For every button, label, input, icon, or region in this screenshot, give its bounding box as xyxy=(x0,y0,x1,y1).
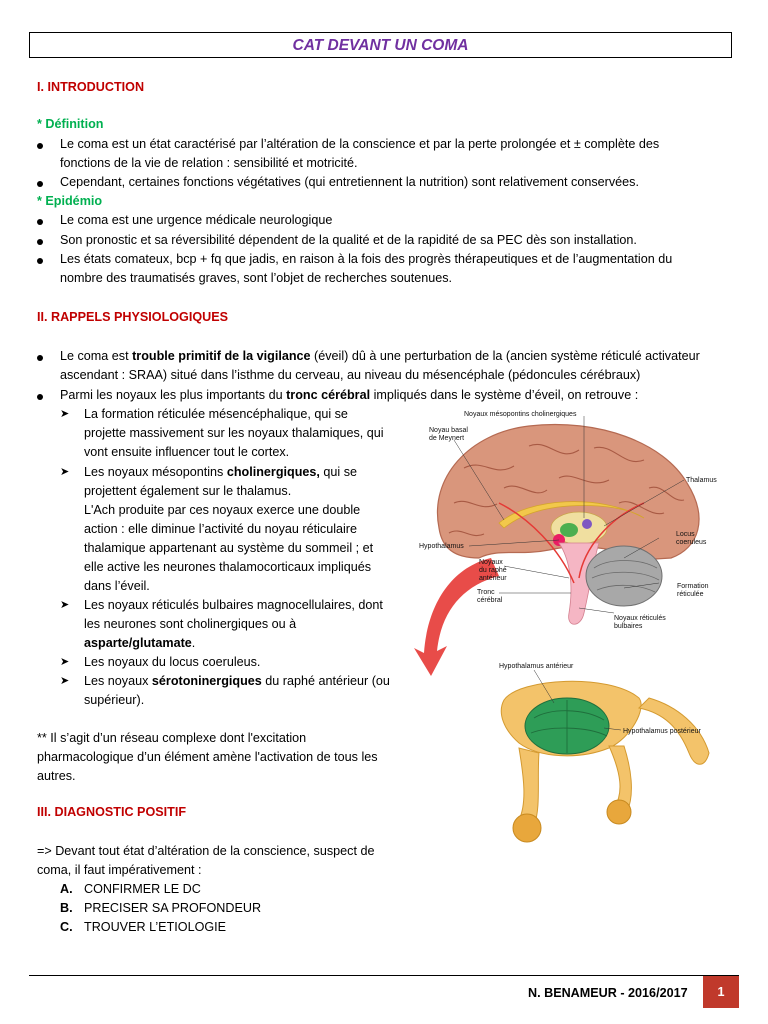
sub-item-text: dans l’éveil. xyxy=(84,579,150,593)
list-item: CONFIRMER LE DC xyxy=(84,882,201,896)
page-number: 1 xyxy=(703,976,739,1008)
label-hypo-post: Hypothalamus postérieur xyxy=(623,728,701,735)
label-raphe: Noyaux xyxy=(479,559,503,566)
definition-text: fonctions de la vie de relation : sensibilité et motricité. xyxy=(60,156,358,170)
epidemio-text: nombre des traumatisés graves, sont l’objet de recherches soutenues. xyxy=(60,271,453,285)
bullet-icon xyxy=(37,181,43,187)
sub-item-text: L'Ach produite par ces noyaux exerce une double xyxy=(84,503,361,517)
title-box xyxy=(29,32,732,58)
brain-figure xyxy=(409,408,733,892)
footer-rule xyxy=(29,975,739,976)
label-bulbaires: Noyaux réticulés xyxy=(614,615,666,622)
list-letter: A. xyxy=(60,882,73,896)
sub-item-text: elle active les neurones thalamocorticaux impliqués xyxy=(84,560,372,574)
label-locus: coeruleus xyxy=(676,539,707,546)
label-tronc: Tronc xyxy=(477,589,495,596)
label-thalamus: Thalamus xyxy=(686,477,717,484)
epidemio-text: Les états comateux, bcp + fq que jadis, en raison à la fois des progrès thérapeutiques et de l’augmentation du xyxy=(60,252,673,266)
sub-item-text: Les noyaux mésopontins cholinergiques, qui se xyxy=(84,465,358,479)
definition-label: * Définition xyxy=(37,117,104,131)
label-basal: Noyau basal xyxy=(429,427,468,434)
page-title: CAT DEVANT UN COMA xyxy=(292,37,469,54)
bullet-icon xyxy=(37,258,43,264)
section-heading-introduction: I. INTRODUCTION xyxy=(37,80,145,94)
arrow-bullet-icon: ➤ xyxy=(60,408,70,420)
footer-author: N. BENAMEUR - 2016/2017 xyxy=(528,986,688,1000)
rappels-text: Parmi les noyaux les plus importants du tronc cérébral impliqués dans le système d’éveil, on retrouve : xyxy=(60,388,639,402)
note-text: autres. xyxy=(37,769,76,783)
sub-item-text: vont ensuite influencer tout le cortex. xyxy=(84,445,290,459)
label-raphe: du raphé xyxy=(479,567,507,574)
rappels-text: Le coma est trouble primitif de la vigilance (éveil) dû à une perturbation de la (ancien système réticulé activateur xyxy=(60,349,700,363)
bullet-icon xyxy=(37,143,43,149)
list-item: PRECISER SA PROFONDEUR xyxy=(84,901,262,915)
sub-item-text: Les noyaux sérotoninergiques du raphé antérieur (ou xyxy=(84,674,390,688)
label-bulbaires: bulbaires xyxy=(614,623,643,630)
definition-text: Le coma est un état caractérisé par l’altération de la conscience et par la perte prolongée et ± complète des xyxy=(60,137,660,151)
definition-text: Cependant, certaines fonctions végétatives (qui entretiennent la nutrition) sont relativement conservées. xyxy=(60,175,639,189)
list-letter: B. xyxy=(60,901,73,915)
list-letter: C. xyxy=(60,920,73,934)
label-formation: réticulée xyxy=(677,591,704,598)
sub-item-text: projettent également sur le thalamus. xyxy=(84,484,292,498)
epidemio-text: Le coma est une urgence médicale neurologique xyxy=(60,213,333,227)
bullet-icon xyxy=(37,239,43,245)
label-tronc: cérébral xyxy=(477,597,503,604)
sub-item-text: Les noyaux réticulés bulbaires magnocellulaires, dont xyxy=(84,598,383,612)
arrow-bullet-icon: ➤ xyxy=(60,466,70,478)
diagnostic-intro: coma, il faut impérativement : xyxy=(37,863,202,877)
sub-item-text: asparte/glutamate. xyxy=(84,636,196,650)
label-formation: Formation xyxy=(677,583,709,590)
sub-item-text: action : elle diminue l’activité du noyau réticulaire xyxy=(84,522,358,536)
sub-item-text: Les noyaux du locus coeruleus. xyxy=(84,655,261,669)
arrow-bullet-icon: ➤ xyxy=(60,599,70,611)
label-hypothalamus: Hypothalamus xyxy=(419,543,464,550)
sub-item-text: projette massivement sur les noyaux thalamiques, qui xyxy=(84,426,384,440)
sub-item-text: les neurones sont cholinergiques ou à xyxy=(84,617,297,631)
bullet-icon xyxy=(37,219,43,225)
rappels-text: ascendant : SRAA) situé dans l’isthme du cerveau, au niveau du mésencéphale (pédoncules cérébraux) xyxy=(60,368,641,382)
epidemio-text: Son pronostic et sa réversibilité dépendent de la qualité et de la rapidité de sa PEC dès son installation. xyxy=(60,233,637,247)
diagnostic-intro: => Devant tout état d’altération de la conscience, suspect de xyxy=(37,844,375,858)
label-hypo-ant: Hypothalamus antérieur xyxy=(499,663,574,670)
label-mesopontins: Noyaux mésopontins cholinergiques xyxy=(464,411,577,418)
label-basal: de Meynert xyxy=(429,435,465,442)
bullet-icon xyxy=(37,394,43,400)
list-item: TROUVER L’ETIOLOGIE xyxy=(84,920,227,934)
label-raphe: antérieur xyxy=(479,575,507,582)
note-text: pharmacologique d’un élément amène l'activation de tous les xyxy=(37,750,378,764)
section-heading-rappels: II. RAPPELS PHYSIOLOGIQUES xyxy=(37,310,229,324)
arrow-bullet-icon: ➤ xyxy=(60,656,70,668)
bullet-icon xyxy=(37,355,43,361)
sub-item-text: thalamique appartenant au système du sommeil ; et xyxy=(84,541,374,555)
epidemio-label: * Epidémio xyxy=(37,194,103,208)
sub-item-text: supérieur). xyxy=(84,693,145,707)
label-locus: Locus xyxy=(676,531,695,538)
arrow-bullet-icon: ➤ xyxy=(60,675,70,687)
section-heading-diagnostic: III. DIAGNOSTIC POSITIF xyxy=(37,805,187,819)
note-text: ** Il s’agit d’un réseau complexe dont l'excitation xyxy=(37,731,307,745)
sub-item-text: La formation réticulée mésencéphalique, qui se xyxy=(84,407,348,421)
